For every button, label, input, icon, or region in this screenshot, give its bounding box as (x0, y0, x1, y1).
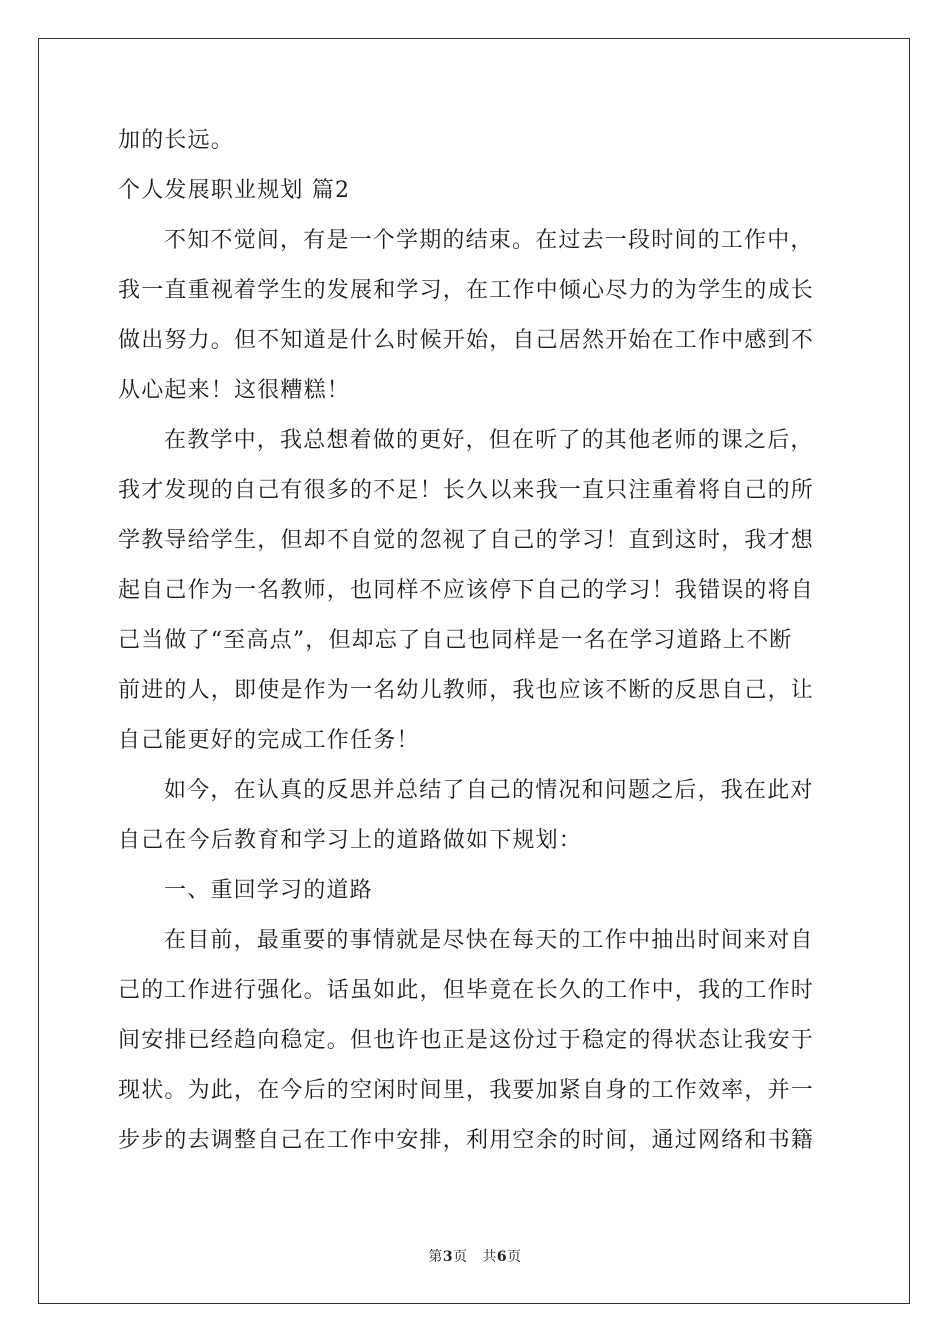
paragraph-line: 在教学中，我总想着做的更好，但在听了的其他老师的课之后， (164, 428, 814, 453)
page-footer (0, 1246, 950, 1266)
paragraph-line: 做出努力。但不知道是什么时候开始，自己居然开始在工作中感到不 (118, 328, 815, 353)
paragraph-line: 间安排已经趋向稳定。但也许也正是这份过于稳定的得状态让我安于 (118, 1028, 815, 1053)
section-heading: 个人发展职业规划 篇2 (118, 178, 351, 203)
paragraph-line: 己当做了“至高点”，但却忘了自己也同样是一名在学习道路上不断 (118, 628, 793, 653)
page-suffix: 页 (453, 1249, 468, 1265)
paragraph-line: 自己在今后教育和学习上的道路做如下规划： (118, 828, 583, 853)
current-page-number: 3 (442, 1249, 454, 1265)
document-body (118, 126, 838, 1156)
paragraph-line: 我才发现的自己有很多的不足！长久以来我一直只注重着将自己的所 (118, 478, 815, 503)
page-prefix: 第 (428, 1249, 443, 1265)
paragraph-line: 前进的人，即使是作为一名幼儿教师，我也应该不断的反思自己，让 (118, 678, 815, 703)
total-prefix: 共 (482, 1249, 497, 1265)
paragraph-line: 学教导给学生，但却不自觉的忽视了自己的学习！直到这时，我才想 (118, 528, 815, 553)
paragraph-line: 如今，在认真的反思并总结了自己的情况和问题之后，我在此对 (164, 778, 814, 803)
paragraph-line: 不知不觉间，有是一个学期的结束。在过去一段时间的工作中， (164, 228, 814, 253)
paragraph-line: 我一直重视着学生的发展和学习，在工作中倾心尽力的为学生的成长 (118, 278, 815, 303)
total-suffix: 页 (507, 1249, 522, 1265)
subsection-heading: 一、重回学习的道路 (164, 878, 373, 903)
paragraph-line: 自己能更好的完成工作任务！ (118, 728, 420, 753)
total-page-count: 6 (496, 1249, 508, 1265)
paragraph-line: 步步的去调整自己在工作中安排，利用空余的时间，通过网络和书籍 (118, 1128, 815, 1153)
paragraph-line: 起自己作为一名教师，也同样不应该停下自己的学习！我错误的将自 (118, 578, 815, 603)
paragraph-line: 从心起来！这很糟糕！ (118, 378, 351, 403)
text-line: 加的长远。 (118, 128, 235, 153)
paragraph-line: 己的工作进行强化。话虽如此，但毕竟在长久的工作中，我的工作时 (118, 978, 815, 1003)
paragraph-line: 在目前，最重要的事情就是尽快在每天的工作中抽出时间来对自 (164, 928, 814, 953)
paragraph-line: 现状。为此，在今后的空闲时间里，我要加紧自身的工作效率，并一 (118, 1078, 815, 1103)
